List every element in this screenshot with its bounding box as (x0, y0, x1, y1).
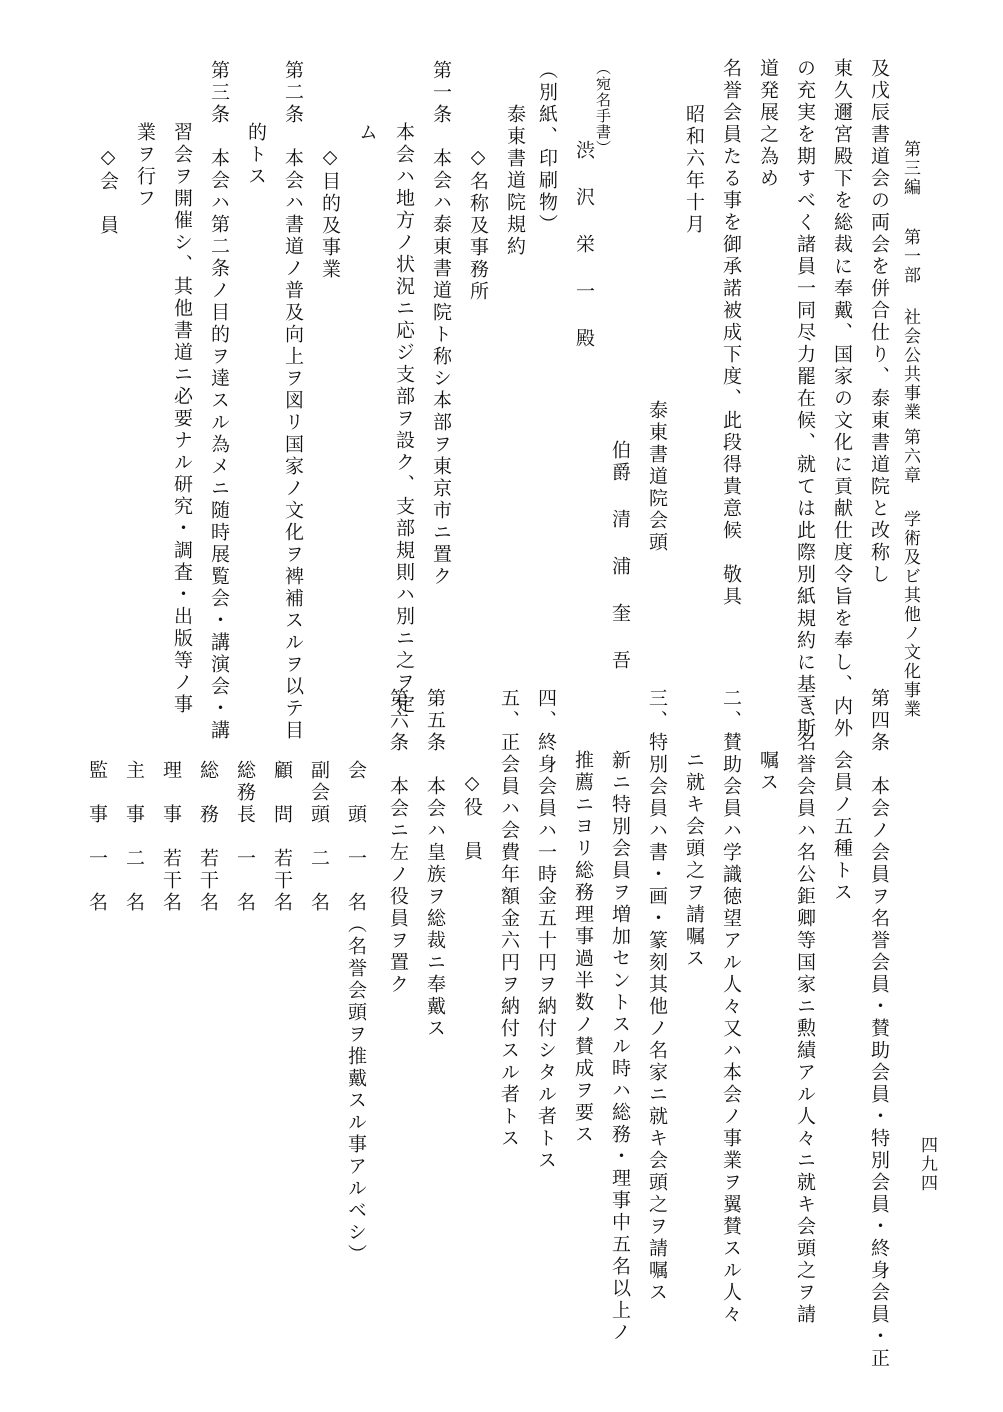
item-1: 一、名誉会員ハ名公鉅卿等国家ニ勲績アル人々ニ就キ会頭之ヲ請 (794, 688, 816, 1326)
item-1-end: 嘱ス (757, 750, 779, 794)
header-part: 第一部 (900, 228, 920, 285)
upper-line-2: 東久邇宮殿下を総裁に奉戴、国家の文化に貢献仕度令旨を奉し、内外 (831, 58, 853, 740)
item-2: 二、賛助会員ハ学識徳望アル人々又ハ本会ノ事業ヲ翼賛スル人々 (720, 688, 742, 1326)
item-2-end: ニ就キ会頭之ヲ請嘱ス (683, 750, 705, 970)
item-4: 四、終身会員ハ一時金五十円ヲ納付シタル者トス (535, 688, 557, 1172)
article-3: 第三条 本会ハ第二条ノ目的ヲ達スル為メニ随時展覧会・講演会・講 (208, 60, 230, 742)
upper-line-4: 道発展之為め (757, 58, 779, 190)
item-5: 五、正会員ハ会費年額金六円ヲ納付スル者トス (498, 688, 520, 1150)
officer-advisor: 顧 問 若干名 (271, 760, 293, 914)
item-3: 三、特別会員ハ書・画・篆刻其他ノ名家ニ就キ会頭之ヲ請嘱ス (646, 688, 668, 1304)
addressee-name: 渋 沢 栄 一 殿 (573, 140, 595, 350)
officer-general-affairs-chief: 総務長 一 名 (234, 760, 256, 914)
article-4-end: 会員ノ五種トス (831, 750, 853, 904)
officer-auditor: 監 事 一 名 (86, 760, 108, 914)
item-3-end: 推薦ニヨリ総務理事過半数ノ賛成ヲ要ス (572, 750, 594, 1146)
attachment-note: （別紙、印刷物） (536, 60, 558, 236)
upper-line-5: 名誉会員たる事を御承諾被成下度、此段得貴意候 敬具 (720, 58, 742, 608)
officer-president: 会 頭 一 名（名誉会頭ヲ推戴スル事アルベシ） (345, 760, 367, 1266)
article-2: 第二条 本会ハ書道ノ普及向上ヲ図リ国家ノ文化ヲ裨補スルヲ以テ目 (282, 60, 304, 742)
article-5: 第五条 本会ハ皇族ヲ総裁ニ奉戴ス (424, 688, 446, 1040)
section-heading-officers: ◇役 員 (461, 772, 483, 863)
officer-secretary: 主 事 二 名 (123, 760, 145, 914)
section-heading-purpose: ◇目的及事業 (319, 146, 341, 281)
officer-general-affairs: 総 務 若干名 (197, 760, 219, 914)
section-heading-name: ◇名称及事務所 (467, 146, 489, 303)
article-1: 第一条 本会ハ泰東書道院ト称シ本部ヲ東京市ニ置ク (430, 60, 452, 588)
header-section: 社会公共事業 (900, 308, 920, 422)
article-3-end: 業ヲ行フ (134, 122, 156, 210)
officer-vice-president: 副会頭 二 名 (308, 760, 330, 914)
section-heading-members: ◇会 員 (97, 146, 119, 237)
header-chapter-title: 学術及ビ其他ノ文化事業 (900, 510, 920, 719)
sender-name: 伯爵 清 浦 奎 吾 (609, 440, 631, 672)
article-1-end: ム (356, 122, 378, 144)
article-2-end: 的トス (245, 122, 267, 188)
date-line: 昭和六年十月 (683, 104, 705, 236)
article-4: 第四条 本会ノ会員ヲ名誉会員・賛助会員・特別会員・終身会員・正 (868, 688, 890, 1370)
page-number: 四九四 (917, 1136, 937, 1193)
bylaws-title: 泰東書道院規約 (504, 104, 526, 258)
item-3-cont: 新ニ特別会員ヲ増加セントスル時ハ総務・理事中五名以上ノ (609, 750, 631, 1344)
upper-line-3: の充実を期すべく諸員一同尽力罷在候、就ては此際別紙規約に基き斯 (794, 58, 816, 740)
addressee-note: （宛名手書） (594, 60, 612, 156)
header-volume: 第三編 (900, 140, 920, 197)
header-chapter: 第六章 (900, 428, 920, 485)
sender-title: 泰東書道院会頭 (646, 400, 668, 554)
article-3-cont: 習会ヲ開催シ、其他書道ニ必要ナル研究・調査・出版等ノ事 (171, 122, 193, 716)
article-6: 第六条 本会ニ左ノ役員ヲ置ク (387, 688, 409, 996)
officer-director: 理 事 若干名 (160, 760, 182, 914)
article-1-cont: 本会ハ地方ノ状況ニ応ジ支部ヲ設ク、支部規則ハ別ニ之ヲ定 (393, 122, 415, 716)
upper-line-1: 及戊辰書道会の両会を併合仕り、泰東書道院と改称し (868, 58, 890, 586)
